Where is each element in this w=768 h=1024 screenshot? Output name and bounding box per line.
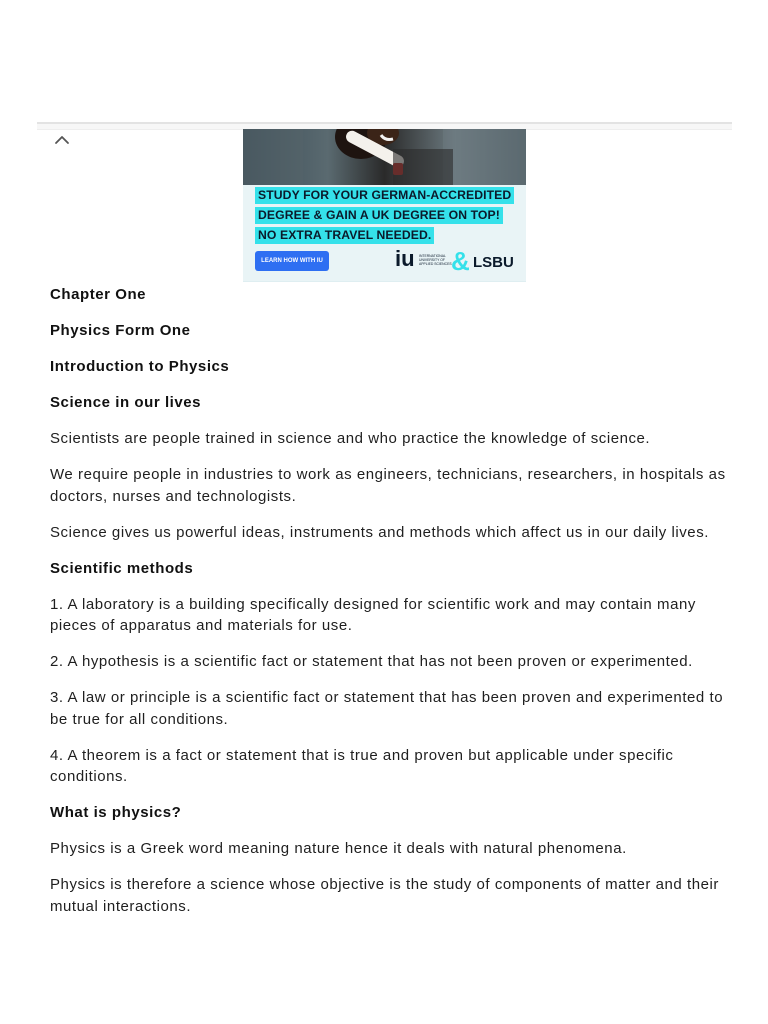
- paragraph-scientists: Scientists are people trained in science and who practice the knowledge of science.: [50, 430, 651, 447]
- ad-line-3: NO EXTRA TRAVEL NEEDED.: [255, 227, 434, 244]
- chevron-up-icon: [52, 131, 72, 147]
- logo-ampersand: &: [451, 246, 470, 274]
- ad-line-1: STUDY FOR YOUR GERMAN-ACCREDITED: [255, 187, 514, 204]
- intro-heading: Introduction to Physics: [50, 358, 230, 375]
- ad-photo: [243, 129, 526, 185]
- methods-section-heading: Scientific methods: [50, 559, 194, 577]
- logo-iu-sub1: INTERNATIONAL: [419, 254, 446, 258]
- list-item-theorem: 4. A theorem is a fact or statement that is true and proven but applicable under specific conditions.: [50, 746, 674, 785]
- top-blank-area: [0, 0, 768, 122]
- advertisement-banner[interactable]: [243, 129, 526, 282]
- logo-lsbu-text: LSBU: [473, 254, 514, 271]
- logo-iu-sub3: APPLIED SCIENCES: [419, 262, 452, 266]
- form-heading: Physics Form One: [50, 322, 191, 339]
- logo-iu-text: iu: [395, 246, 415, 271]
- ad-cta-button[interactable]: LEARN HOW WITH IU: [255, 251, 329, 271]
- document-body: [50, 284, 730, 932]
- iu-lsbu-logo: [395, 246, 520, 274]
- logo-iu-sub2: UNIVERSITY OF: [419, 258, 445, 262]
- paragraph-ideas: Science gives us powerful ideas, instruments and methods which affect us in our daily lives.: [50, 523, 709, 541]
- list-item-law: 3. A law or principle is a scientific fact or statement that has been proven and experimented to be true for all conditions.: [50, 689, 724, 728]
- paragraph-objective: Physics is therefore a science whose objective is the study of components of matter and their mutual interactions.: [50, 876, 719, 915]
- list-item-laboratory: 1. A laboratory is a building specifically designed for scientific work and may contain many pieces of apparatus and materials for use.: [50, 595, 696, 634]
- ad-line-2: DEGREE & GAIN A UK DEGREE ON TOP!: [255, 207, 503, 224]
- science-section-heading: Science in our lives: [50, 394, 202, 411]
- collapse-button[interactable]: [52, 131, 72, 147]
- physics-section-heading: What is physics?: [50, 804, 182, 821]
- chapter-heading: Chapter One: [50, 286, 147, 303]
- list-item-hypothesis: 2. A hypothesis is a scientific fact or statement that has not been proven or experimented.: [50, 653, 693, 670]
- paragraph-greek: Physics is a Greek word meaning nature hence it deals with natural phenomena.: [50, 840, 627, 857]
- paragraph-industries: We require people in industries to work as engineers, technicians, researchers, in hospitals as doctors, nurses and technologists.: [50, 466, 726, 505]
- ad-headline: [255, 186, 525, 246]
- graduate-photo-image: [243, 129, 526, 185]
